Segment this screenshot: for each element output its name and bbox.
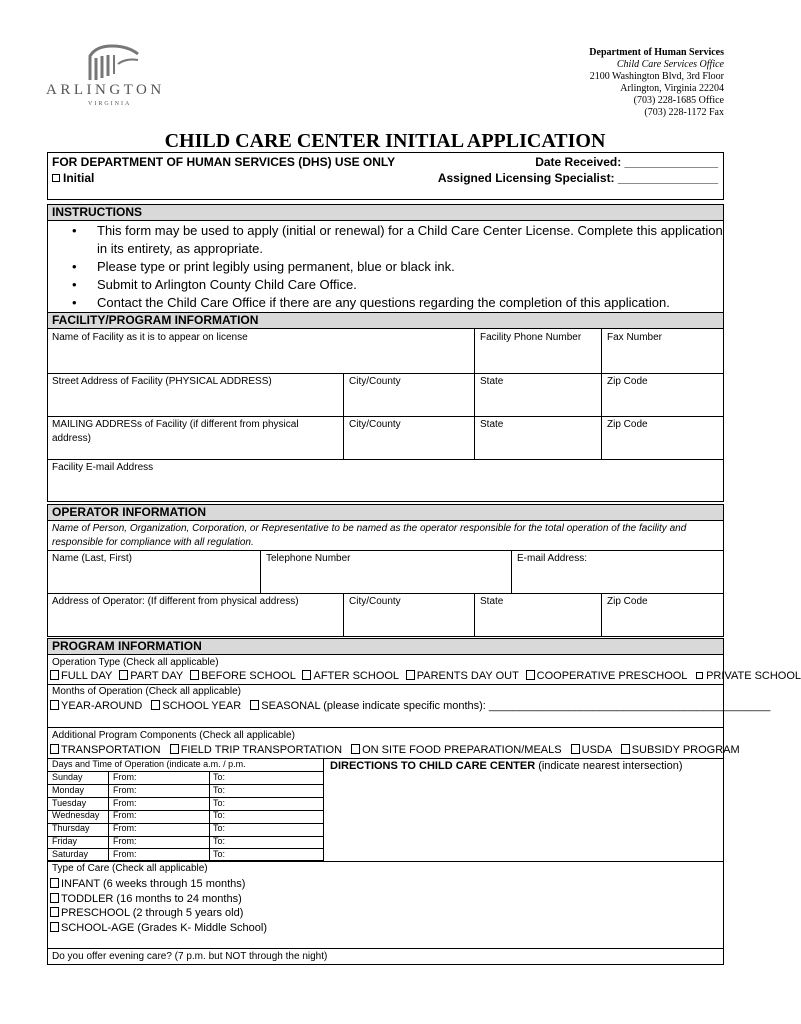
office-fax: (703) 228-1172 Fax xyxy=(644,107,724,118)
facility-email-field[interactable]: Facility E-mail Address xyxy=(52,462,154,473)
operator-note-2: responsible for compliance with all regulation. xyxy=(52,537,254,548)
divider xyxy=(601,593,602,636)
instructions-border-left xyxy=(47,204,48,328)
subsidy-checkbox[interactable]: SUBSIDY PROGRAM xyxy=(621,744,740,756)
office-address-2: Arlington, Virginia 22204 xyxy=(620,83,724,94)
operator-state-field[interactable]: State xyxy=(480,596,504,607)
instruction-item-cont: in its entirety, as appropriate. xyxy=(97,241,263,256)
divider xyxy=(47,964,724,965)
facility-name-field[interactable]: Name of Facility as it is to appear on license xyxy=(52,332,248,343)
mailing-zip-field[interactable]: Zip Code xyxy=(607,419,648,430)
school-year-checkbox[interactable]: SCHOOL YEAR xyxy=(151,700,241,712)
cooperative-preschool-checkbox[interactable]: COOPERATIVE PRESCHOOL xyxy=(526,670,687,682)
dhs-initial-row xyxy=(52,171,94,185)
divider xyxy=(474,373,475,459)
usda-checkbox[interactable]: USDA xyxy=(571,744,612,756)
care-type-options xyxy=(50,877,267,935)
schedule-to-field[interactable]: To: xyxy=(213,797,226,808)
private-school-checkbox[interactable]: PRIVATE SCHOOL xyxy=(696,670,801,682)
schedule-to-field[interactable]: To: xyxy=(213,772,226,782)
months-label: Months of Operation (Check all applicable) xyxy=(52,686,241,697)
schedule-row-divider xyxy=(47,836,324,837)
before-school-checkbox[interactable]: BEFORE SCHOOL xyxy=(190,670,295,682)
mailing-label-2: address) xyxy=(52,433,91,444)
food-prep-checkbox[interactable]: ON SITE FOOD PREPARATION/MEALS xyxy=(351,744,561,756)
operator-city-field[interactable]: City/County xyxy=(349,596,401,607)
days-label: Days and Time of Operation (indicate a.m. / p.m. xyxy=(52,759,246,769)
operation-type-label: Operation Type (Check all applicable) xyxy=(52,657,219,668)
instructions-list xyxy=(72,222,723,312)
evening-care-question[interactable]: Do you offer evening care? (7 p.m. but NOT through the night) xyxy=(52,951,328,962)
mailing-city-field[interactable]: City/County xyxy=(349,419,401,430)
schedule-day-tuesday: Tuesday xyxy=(52,797,87,808)
school-age-checkbox[interactable]: SCHOOL-AGE (Grades K- Middle School) xyxy=(50,921,267,936)
schedule-to-field[interactable]: To: xyxy=(213,848,226,859)
schedule-day-sunday: Sunday xyxy=(52,772,83,782)
divider xyxy=(47,501,724,502)
directions-field[interactable] xyxy=(330,760,683,772)
operator-border-right xyxy=(723,504,724,636)
after-school-checkbox[interactable]: AFTER SCHOOL xyxy=(302,670,398,682)
operator-heading: OPERATOR INFORMATION xyxy=(47,504,724,521)
schedule-to-field[interactable]: To: xyxy=(213,836,226,846)
operator-phone-field[interactable]: Telephone Number xyxy=(266,553,351,564)
schedule-from-field[interactable]: From: xyxy=(113,848,137,859)
divider xyxy=(47,727,724,728)
arlington-logo xyxy=(44,44,174,114)
transportation-checkbox[interactable]: TRANSPORTATION xyxy=(50,744,161,756)
operator-note-1: Name of Person, Organization, Corporation, or Representative to be named as the operator responsible for the total operation of the facility and xyxy=(52,523,687,534)
divider xyxy=(47,328,724,329)
schedule-from-field[interactable]: From: xyxy=(113,810,137,821)
operation-type-options xyxy=(50,670,801,682)
full-day-checkbox[interactable]: FULL DAY xyxy=(50,670,112,682)
office-phone: (703) 228-1685 Office xyxy=(633,95,724,106)
schedule-from-field[interactable]: From: xyxy=(113,797,137,808)
office-address-1: 2100 Washington Blvd, 3rd Floor xyxy=(589,71,724,82)
licensing-specialist[interactable]: Assigned Licensing Specialist: _______________ xyxy=(437,171,718,185)
street-zip-field[interactable]: Zip Code xyxy=(607,376,648,387)
infant-checkbox[interactable]: INFANT (6 weeks through 15 months) xyxy=(50,877,267,892)
facility-heading: FACILITY/PROGRAM INFORMATION xyxy=(47,312,724,329)
schedule-day-thursday: Thursday xyxy=(52,823,90,834)
divider xyxy=(474,329,475,373)
preschool-checkbox[interactable]: PRESCHOOL (2 through 5 years old) xyxy=(50,906,267,921)
divider xyxy=(47,771,324,772)
months-options xyxy=(50,700,770,712)
schedule-to-field[interactable]: To: xyxy=(213,823,226,834)
instructions-heading: INSTRUCTIONS xyxy=(47,204,724,221)
schedule-row-divider xyxy=(47,797,324,798)
logo-subtitle: VIRGINIA xyxy=(88,101,132,107)
toddler-checkbox[interactable]: TODDLER (16 months to 24 months) xyxy=(50,892,267,907)
operator-name-field[interactable]: Name (Last, First) xyxy=(52,553,133,564)
office-name: Child Care Services Office xyxy=(616,59,724,70)
facility-border-right xyxy=(723,312,724,502)
divider xyxy=(47,654,724,655)
initial-checkbox[interactable] xyxy=(52,174,60,182)
schedule-to-field[interactable]: To: xyxy=(213,810,226,821)
form-title: CHILD CARE CENTER INITIAL APPLICATION xyxy=(164,130,606,152)
divider xyxy=(47,636,724,637)
seasonal-checkbox[interactable]: SEASONAL (please indicate specific months): ______________________________________________ xyxy=(250,700,770,712)
components-options xyxy=(50,744,740,756)
instructions-border-right xyxy=(723,204,724,328)
mailing-address-field[interactable] xyxy=(52,418,299,446)
facility-phone-field[interactable]: Facility Phone Number xyxy=(480,332,582,343)
initial-label: Initial xyxy=(63,171,95,185)
schedule-day-saturday: Saturday xyxy=(52,848,89,859)
schedule-day-wednesday: Wednesday xyxy=(52,810,100,821)
divider xyxy=(474,593,475,636)
divider xyxy=(343,373,344,459)
instruction-item: • Please type or print legibly using permanent, blue or black ink. xyxy=(72,259,455,274)
operator-border-left xyxy=(47,504,48,636)
divider xyxy=(47,459,724,460)
schedule-from-field[interactable]: From: xyxy=(113,772,137,782)
part-day-checkbox[interactable]: PART DAY xyxy=(119,670,183,682)
schedule-from-field[interactable]: From: xyxy=(113,823,137,834)
schedule-row-divider xyxy=(47,784,324,785)
directions-label: DIRECTIONS TO CHILD CARE CENTER xyxy=(330,760,536,772)
schedule-from-field[interactable]: From: xyxy=(113,836,137,846)
divider xyxy=(47,550,724,551)
divider xyxy=(343,593,344,636)
facility-fax-field[interactable]: Fax Number xyxy=(607,332,663,343)
parents-day-out-checkbox[interactable]: PARENTS DAY OUT xyxy=(406,670,519,682)
schedule-from-field[interactable]: From: xyxy=(113,784,137,795)
divider xyxy=(47,373,724,374)
instruction-item: • This form may be used to apply (initial or renewal) for a Child Care Center License. Complete this application xyxy=(72,223,723,238)
operator-email-field[interactable]: E-mail Address: xyxy=(517,553,588,564)
divider xyxy=(47,948,724,949)
care-type-label: Type of Care (Check all applicable) xyxy=(52,863,208,874)
components-label: Additional Program Components (Check all applicable) xyxy=(52,730,295,741)
street-address-field[interactable]: Street Address of Facility (PHYSICAL ADDRESS) xyxy=(52,376,272,387)
divider xyxy=(260,550,261,593)
program-border-right xyxy=(723,638,724,965)
schedule-day-friday: Friday xyxy=(52,836,78,846)
office-address-block xyxy=(589,47,724,119)
street-state-field[interactable]: State xyxy=(480,376,504,387)
schedule-row-divider xyxy=(47,848,324,849)
dhs-use-label: FOR DEPARTMENT OF HUMAN SERVICES (DHS) USE ONLY xyxy=(52,155,396,169)
operator-zip-field[interactable]: Zip Code xyxy=(607,596,648,607)
divider xyxy=(511,550,512,593)
year-around-checkbox[interactable]: YEAR-AROUND xyxy=(50,700,142,712)
field-trip-checkbox[interactable]: FIELD TRIP TRANSPORTATION xyxy=(170,744,342,756)
divider xyxy=(601,329,602,459)
divider xyxy=(47,593,724,594)
date-received[interactable]: Date Received: ______________ xyxy=(535,155,718,169)
operator-note xyxy=(52,522,686,550)
building-icon xyxy=(82,44,142,86)
logo-wordmark: ARLINGTON xyxy=(46,82,165,98)
facility-border-left xyxy=(47,312,48,502)
instruction-item: • Contact the Child Care Office if there are any questions regarding the completion of this application. xyxy=(72,295,670,310)
schedule-day-monday: Monday xyxy=(52,784,85,795)
street-city-field[interactable]: City/County xyxy=(349,376,401,387)
operator-address-field[interactable]: Address of Operator: (If different from physical address) xyxy=(52,596,299,607)
mailing-label-1: MAILING ADDRESs of Facility (if different from physical xyxy=(52,419,299,430)
mailing-state-field[interactable]: State xyxy=(480,419,504,430)
divider xyxy=(47,416,724,417)
program-heading: PROGRAM INFORMATION xyxy=(47,638,724,655)
dept-name: Department of Human Services xyxy=(589,47,724,58)
instruction-item: • Submit to Arlington County Child Care Office. xyxy=(72,277,357,292)
schedule-to-field[interactable]: To: xyxy=(213,784,226,795)
directions-hint: (indicate nearest intersection) xyxy=(538,760,683,772)
divider xyxy=(47,520,724,521)
